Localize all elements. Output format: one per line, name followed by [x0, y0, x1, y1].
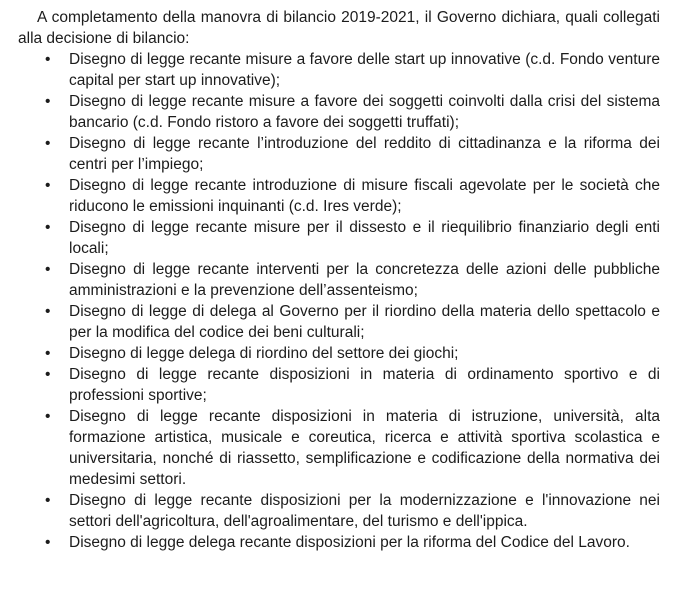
bullet-icon: •	[45, 492, 51, 509]
bullet-icon: •	[45, 51, 51, 68]
list-item-text: Disegno di legge recante interventi per la concretezza delle azioni delle pubbliche amministrazioni e la prevenzione dell’assenteismo;	[69, 261, 660, 299]
bullet-icon: •	[45, 366, 51, 383]
list-item-text: Disegno di legge recante disposizioni in materia di ordinamento sportivo e di professioni sportive;	[69, 366, 660, 404]
list-item	[18, 91, 660, 133]
bullet-icon: •	[45, 261, 51, 278]
list-item	[18, 364, 660, 406]
bullet-icon: •	[45, 345, 51, 362]
list-item	[18, 175, 660, 217]
bullet-icon: •	[45, 219, 51, 236]
list-item	[18, 406, 660, 490]
list-item-text: Disegno di legge delega recante disposizioni per la riforma del Codice del Lavoro.	[69, 534, 630, 551]
list-item-text: Disegno di legge recante misure per il dissesto e il riequilibrio finanziario degli enti locali;	[69, 219, 660, 257]
bullet-icon: •	[45, 534, 51, 551]
list-item	[18, 259, 660, 301]
bullet-icon: •	[45, 93, 51, 110]
bullet-icon: •	[45, 135, 51, 152]
list-item	[18, 532, 660, 553]
list-item	[18, 133, 660, 175]
list-item	[18, 490, 660, 532]
collegati-list	[18, 49, 660, 553]
list-item	[18, 343, 660, 364]
list-item-text: Disegno di legge recante introduzione di misure fiscali agevolate per le società che riducono le emissioni inquinanti (c.d. Ires verde);	[69, 177, 660, 215]
intro-paragraph: A completamento della manovra di bilancio 2019-2021, il Governo dichiara, quali collegati alla decisione di bilancio:	[18, 9, 660, 47]
list-item-text: Disegno di legge recante misure a favore delle start up innovative (c.d. Fondo venture capital per start up innovative);	[69, 51, 660, 89]
list-item	[18, 301, 660, 343]
list-item-text: Disegno di legge recante disposizioni in materia di istruzione, università, alta formazione artistica, musicale e coreutica, ricerca e attività sportiva scolastica e universitaria, nonché di riassetto, semplificazione e codificazione della normativa dei medesimi settori.	[69, 408, 660, 488]
bullet-icon: •	[45, 303, 51, 320]
bullet-icon: •	[45, 177, 51, 194]
list-item-text: Disegno di legge recante misure a favore dei soggetti coinvolti dalla crisi del sistema bancario (c.d. Fondo ristoro a favore dei soggetti truffati);	[69, 93, 660, 131]
list-item-text: Disegno di legge recante l’introduzione del reddito di cittadinanza e la riforma dei centri per l’impiego;	[69, 135, 660, 173]
list-item-text: Disegno di legge delega di riordino del settore dei giochi;	[69, 345, 459, 362]
list-item-text: Disegno di legge recante disposizioni per la modernizzazione e l'innovazione nei settori dell'agricoltura, dell'agroalimentare, del turismo e dell'ippica.	[69, 492, 660, 530]
list-item	[18, 217, 660, 259]
list-item	[18, 49, 660, 91]
bullet-icon: •	[45, 408, 51, 425]
list-item-text: Disegno di legge di delega al Governo per il riordino della materia dello spettacolo e per la modifica del codice dei beni culturali;	[69, 303, 660, 341]
